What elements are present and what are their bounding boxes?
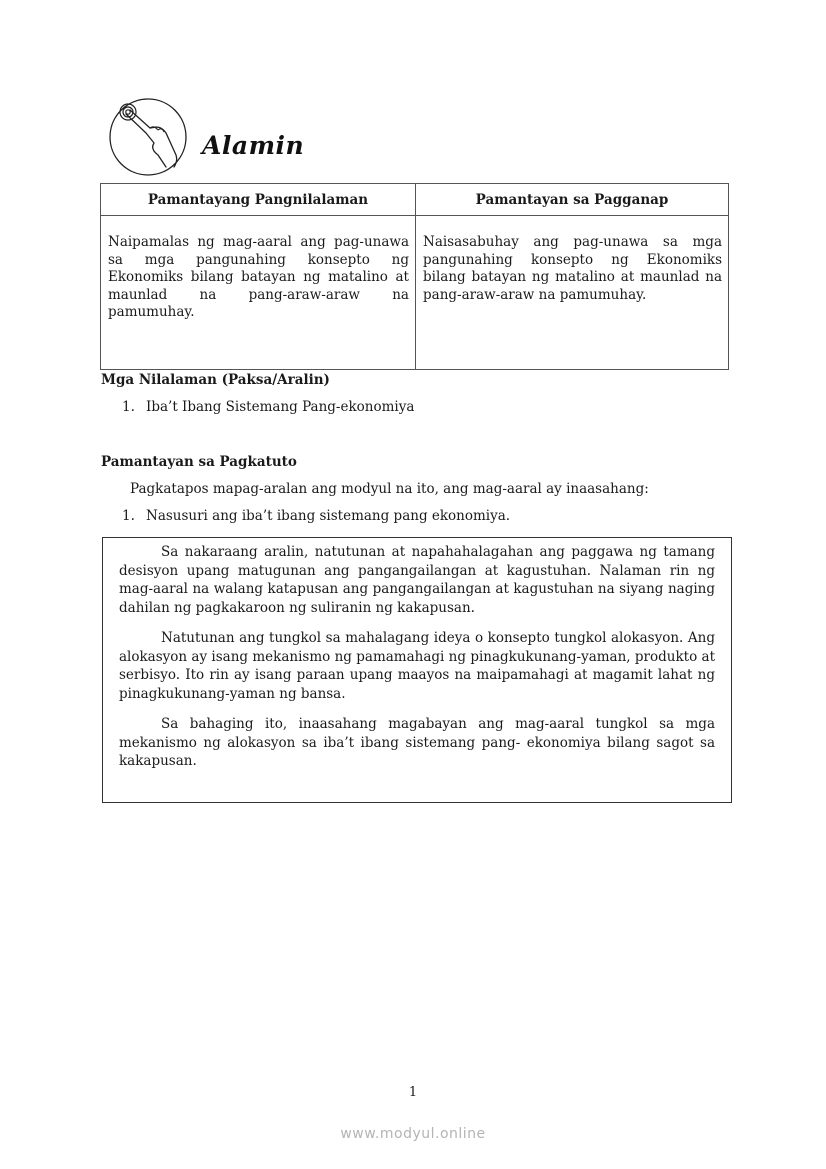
table-cell-performance-standard: Naisasabuhay ang pag-unawa sa mga pangunahing konsepto ng Ekonomiks bilang batayan ng matalino at maunlad na pang-araw-araw na pamumuhay. (416, 216, 729, 370)
list-text: Iba’t Ibang Sistemang Pang-ekonomiya (146, 399, 415, 415)
list-item (122, 399, 414, 415)
table-header-content-standard: Pamantayang Pangnilalaman (101, 184, 416, 216)
summary-box (102, 537, 732, 803)
list-number: 1. (122, 508, 135, 524)
pagkatuto-heading: Pamantayan sa Pagkatuto (101, 454, 297, 470)
list-item (122, 508, 510, 524)
watermark: www.modyul.online (340, 1126, 486, 1142)
standards-table (100, 183, 729, 370)
pagkatuto-intro: Pagkatapos mapag-aralan ang modyul na ito, ang mag-aaral ay inaasahang: (130, 481, 649, 497)
pointing-hand-icon (104, 97, 196, 177)
summary-paragraph: Sa nakaraang aralin, natutunan at napahahalagahan ang paggawa ng tamang desisyon upang matugunan ang pangangailangan at kagustuhan. Nalaman rin ng mag-aaral na walang katapusan ang pangangailangan at kagustuhan na siyang naging dahilan ng pagkakaroon ng suliranin ng kakapusan. (119, 544, 715, 616)
section-header (104, 97, 364, 177)
list-number: 1. (122, 399, 135, 415)
list-text: Nasusuri ang iba’t ibang sistemang pang ekonomiya. (146, 508, 511, 524)
nilalaman-heading: Mga Nilalaman (Paksa/Aralin) (101, 372, 330, 388)
summary-paragraph: Sa bahaging ito, inaasahang magabayan ang mag-aaral tungkol sa mga mekanismo ng alokasyon sa iba’t ibang sistemang pang- ekonomiya bilang sagot sa kakapusan. (119, 716, 715, 769)
table-header-performance-standard: Pamantayan sa Pagganap (416, 184, 729, 216)
section-title: Alamin (202, 131, 305, 160)
summary-paragraph: Natutunan ang tungkol sa mahalagang ideya o konsepto tungkol alokasyon. Ang alokasyon ay isang mekanismo ng pamamahagi ng pinagkukunang-yaman, produkto at serbisyo. Ito rin ay isang paraan upang maayos na maipamahagi at magamit lahat ng pinagkukunang-yaman ng bansa. (119, 630, 715, 702)
page-number: 1 (408, 1085, 418, 1100)
table-cell-content-standard: Naipamalas ng mag-aaral ang pag-unawa sa mga pangunahing konsepto ng Ekonomiks bilang batayan ng matalino at maunlad na pang-araw-araw na pamumuhay. (101, 216, 416, 370)
